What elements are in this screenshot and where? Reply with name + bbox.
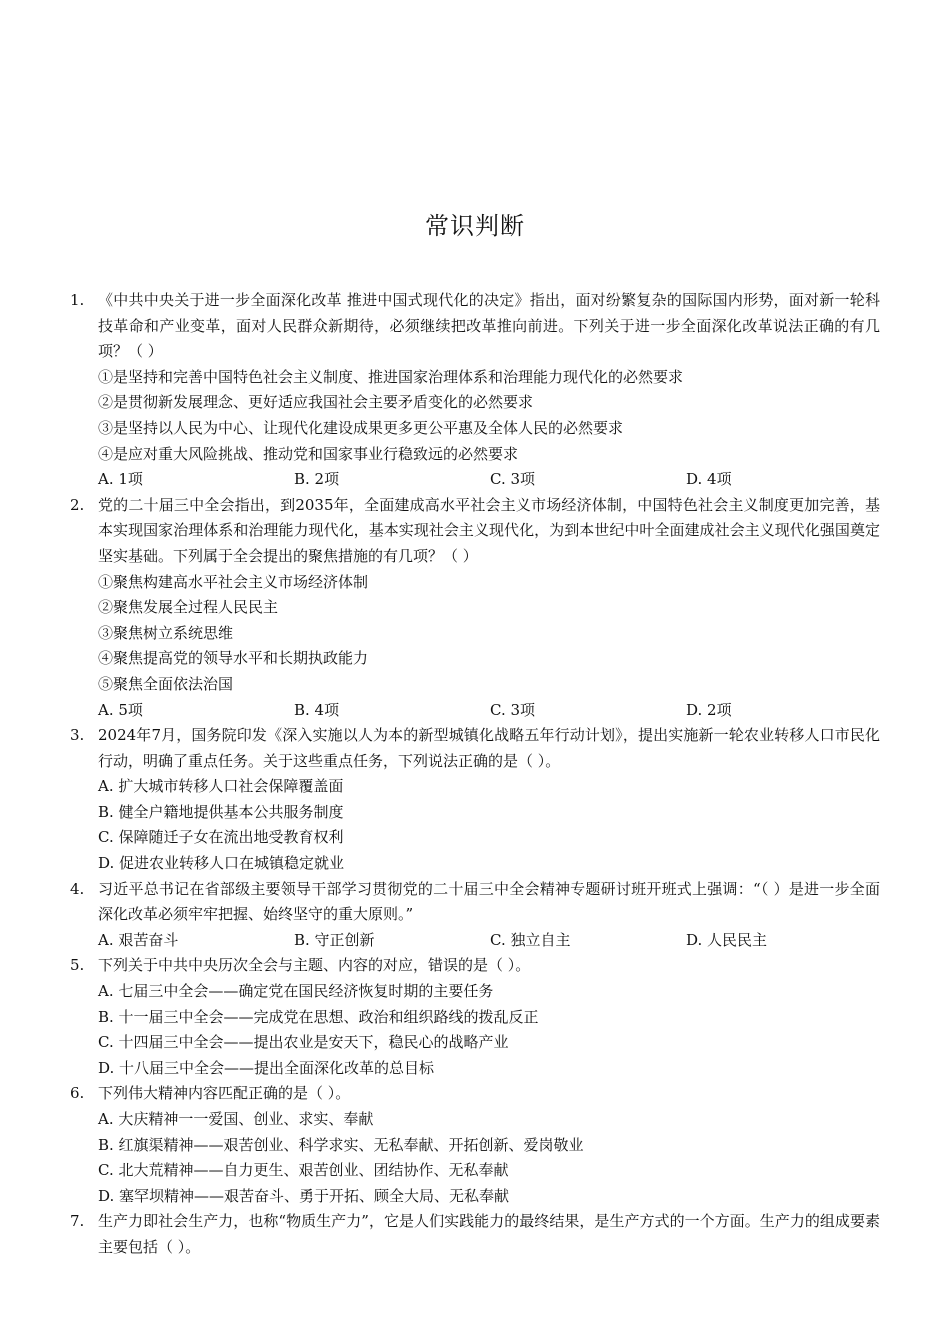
question-number: 3. [70, 726, 85, 745]
question-3 [70, 723, 880, 877]
option-b: B. 红旗渠精神——艰苦创业、科学求实、无私奉献、开拓创新、爱岗敬业 [98, 1135, 584, 1154]
page-title: 常识判断 [425, 212, 525, 240]
question-number: 1. [70, 291, 85, 309]
question-stem: 习近平总书记在省部级主要领导干部学习贯彻党的二十届三中全会精神专题研讨班开班式上强调：“（ ）是进一步全面深化改革必须牢牢把握、始终坚守的重大原则。” [98, 879, 880, 924]
choice-c: C. 3项 [490, 700, 536, 719]
choice-d: D. 2项 [686, 700, 732, 719]
question-number: 4. [70, 879, 85, 898]
statement-item: ②是贯彻新发展理念、更好适应我国社会主要矛盾变化的必然要求 [98, 393, 534, 412]
statement-item: ④聚焦提高党的领导水平和长期执政能力 [98, 649, 369, 668]
question-stem: 2024年7月，国务院印发《深入实施以人为本的新型城镇化战略五年行动计划》，提出实施新一轮农业转移人口市民化行动，明确了重点任务。关于这些重点任务，下列说法正确的是（ ）。 [98, 726, 880, 770]
option-b: B. 健全户籍地提供基本公共服务制度 [98, 802, 344, 821]
choice-b: B. 4项 [294, 700, 340, 719]
statement-item: ④是应对重大风险挑战、推动党和国家事业行稳致远的必然要求 [98, 444, 519, 463]
option-c: C. 十四届三中全会——提出农业是安天下，稳民心的战略产业 [98, 1033, 509, 1052]
choice-b: B. 守正创新 [294, 930, 375, 949]
question-4 [70, 877, 880, 954]
question-2 [70, 493, 880, 723]
option-d: D. 塞罕坝精神——艰苦奋斗、勇于开拓、顾全大局、无私奉献 [98, 1186, 510, 1205]
choice-a: A. 5项 [98, 700, 143, 719]
choice-b: B. 2项 [294, 470, 340, 489]
question-stem: 《中共中央关于进一步全面深化改革 推进中国式现代化的决定》指出，面对纷繁复杂的国际国内形势，面对新一轮科技革命和产业变革，面对人民群众新期待，必须继续把改革推向前进。下列关于进一步全面深化改革说法正确的有几项？（ ） [98, 291, 880, 361]
question-stem: 下列关于中共中央历次全会与主题、内容的对应，错误的是（ ）。 [98, 956, 531, 975]
choice-d: D. 4项 [686, 470, 732, 489]
option-c: C. 北大荒精神——自力更生、艰苦创业、团结协作、无私奉献 [98, 1161, 509, 1180]
question-stem: 党的二十届三中全会指出，到2035年，全面建成高水平社会主义市场经济体制，中国特色社会主义制度更加完善，基本实现国家治理体系和治理能力现代化，基本实现社会主义现代化，为到本世纪中叶全面建成社会主义现代化强国奠定坚实基础。下列属于全会提出的聚焦措施的有几项？（ ） [98, 495, 880, 565]
question-5 [70, 953, 880, 1081]
question-stem: 下列伟大精神内容匹配正确的是（ ）。 [98, 1084, 351, 1103]
question-7 [70, 1209, 880, 1260]
question-list [70, 288, 880, 1261]
statement-item: ①是坚持和完善中国特色社会主义制度、推进国家治理体系和治理能力现代化的必然要求 [98, 367, 684, 386]
question-number: 2. [70, 495, 85, 514]
question-stem: 生产力即社会生产力，也称“物质生产力”，它是人们实践能力的最终结果，是生产方式的一个方面。生产力的组成要素主要包括（ ）。 [98, 1212, 880, 1256]
choice-a: A. 1项 [98, 470, 143, 489]
answer-choices [98, 467, 880, 493]
question-1 [70, 288, 880, 493]
statement-item: ③聚焦树立系统思维 [98, 623, 234, 642]
answer-choices [98, 698, 880, 724]
option-a: A. 扩大城市转移人口社会保障覆盖面 [98, 777, 344, 796]
question-6 [70, 1081, 880, 1209]
choice-a: A. 艰苦奋斗 [98, 930, 179, 949]
statement-item: ①聚焦构建高水平社会主义市场经济体制 [98, 572, 369, 591]
question-number: 5. [70, 956, 85, 975]
option-d: D. 促进农业转移人口在城镇稳定就业 [98, 854, 345, 873]
choice-c: C. 3项 [490, 470, 536, 489]
statement-item: ③是坚持以人民为中心、让现代化建设成果更多更公平惠及全体人民的必然要求 [98, 418, 624, 437]
question-number: 7. [70, 1212, 85, 1231]
option-d: D. 十八届三中全会——提出全面深化改革的总目标 [98, 1058, 435, 1077]
option-b: B. 十一届三中全会——完成党在思想、政治和组织路线的拨乱反正 [98, 1007, 539, 1026]
statement-item: ⑤聚焦全面依法治国 [98, 674, 234, 693]
choice-d: D. 人民民主 [686, 930, 768, 949]
answer-choices [98, 928, 880, 954]
option-a: A. 七届三中全会——确定党在国民经济恢复时期的主要任务 [98, 982, 494, 1001]
option-c: C. 保障随迁子女在流出地受教育权利 [98, 828, 344, 847]
option-a: A. 大庆精神一一爱国、创业、求实、奉献 [98, 1110, 374, 1128]
choice-c: C. 独立自主 [490, 930, 571, 949]
statement-item: ②聚焦发展全过程人民民主 [98, 598, 279, 617]
question-number: 6. [70, 1084, 85, 1103]
